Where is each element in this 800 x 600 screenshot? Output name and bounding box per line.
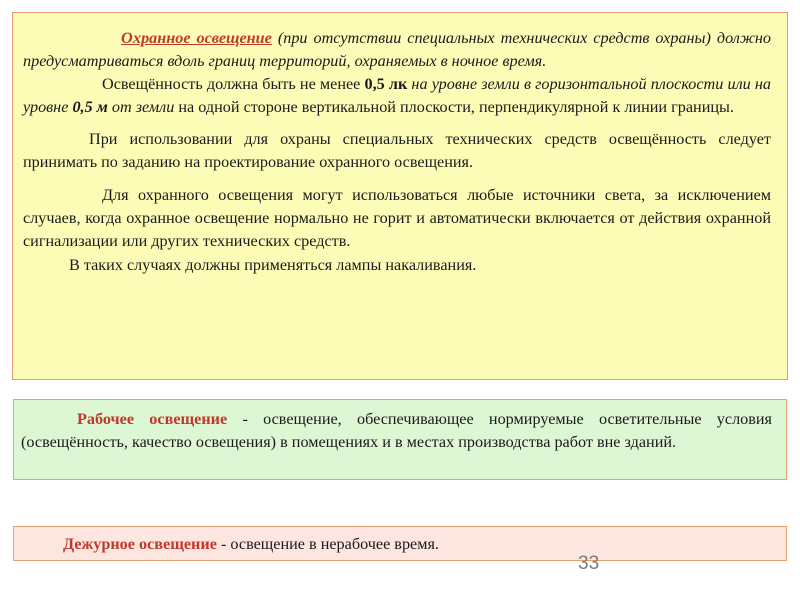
security-lighting-block (12, 12, 788, 380)
security-lighting-term: Охранное освещение (121, 29, 272, 47)
height-value: 0,5 м (72, 98, 108, 116)
illuminance-text-d: на одной стороне вертикальной плоскости, перпендикулярной к линии границы. (174, 98, 734, 116)
duty-lighting-block (13, 526, 787, 561)
illuminance-text-a: Освещённость должна быть не менее (102, 75, 365, 93)
working-lighting-definition: - освещение, обеспечивающее нормируемые осветительные условия (освещённость, качество освещения) в помещениях и в местах производства работ вне зданий. (21, 410, 773, 451)
security-paragraph-5: В таких случаях должны применяться лампы накаливания. (69, 256, 477, 274)
duty-lighting-paragraph (63, 533, 772, 556)
duty-lighting-term: Дежурное освещение (63, 535, 217, 553)
illuminance-text-c: от земли (107, 98, 175, 116)
page-number: 33 (578, 553, 600, 574)
security-paragraph-3: При использовании для охраны специальных технических средств освещённость следует принимать по заданию на проектирование охранного освещения. (23, 130, 771, 171)
security-paragraph-1-text: (при отсутствии специальных технических средств охраны) должно предусматриваться вдоль границ территорий, охраняемых в ночное время. (23, 29, 772, 70)
illuminance-text-b: на уровне земли в горизонтальной плоскости или на уровне (23, 75, 771, 116)
working-lighting-block (13, 399, 787, 480)
illuminance-value: 0,5 лк (364, 75, 408, 93)
security-paragraph-4: Для охранного освещения могут использоваться любые источники света, за исключением случаев, когда охранное освещение нормально не горит и автоматически включается от действия охранной сигнализации или других технических средств. (23, 186, 771, 250)
working-lighting-paragraph (21, 408, 772, 454)
security-paragraph-1 (23, 27, 771, 73)
security-paragraph-2 (23, 73, 771, 119)
working-lighting-term: Рабочее освещение (77, 410, 228, 428)
duty-lighting-definition: - освещение в нерабочее время. (216, 535, 439, 553)
